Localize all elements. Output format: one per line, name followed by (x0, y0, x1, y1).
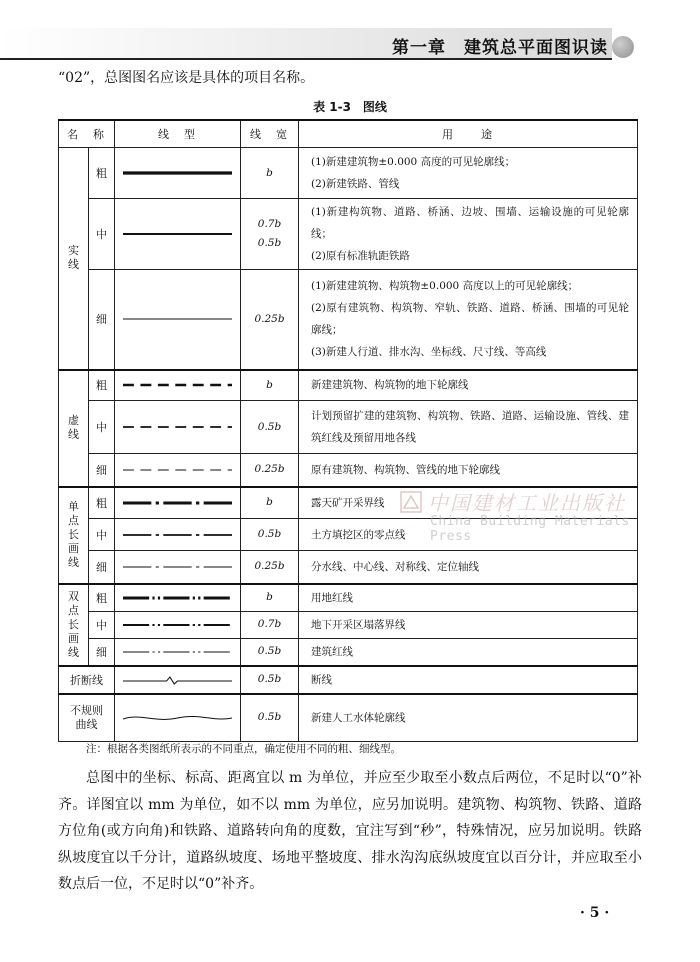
size-medium: 中 (89, 519, 115, 551)
table-row (59, 401, 638, 454)
body-paragraph: 总图中的坐标、标高、距离宜以 m 为单位，并应至少取至小数点后两位，不足时以“0”补齐。详图宜以 mm 为单位，如不以 mm 为单位，应另加说明。建筑物、构筑物、铁路、道路方位角(或方向角)和铁路、道路转向角的度数，宜注写到“秒”，特殊情况，应另加说明。铁路纵坡度宜以千分计，道路纵坡度、场地平整坡度、排水沟沟底纵坡度宜以百分计，并应取至小数点后一位，不足时以“0”补齐。 (58, 770, 642, 892)
line-sample (115, 487, 241, 519)
table-row (59, 638, 638, 666)
line-sample (115, 270, 241, 370)
table-row (59, 584, 638, 612)
width-cell: 0.7b 0.5b (241, 199, 299, 270)
line-sample (115, 694, 241, 742)
header-width: 线 宽 (241, 120, 299, 148)
table-caption: 表 1-3 图线 (313, 100, 387, 114)
size-thin: 细 (89, 270, 115, 370)
usage-cell: 地下开采区塌落界线 (299, 611, 638, 638)
line-sample (115, 519, 241, 551)
line-sample (115, 148, 241, 199)
header-rule (0, 58, 612, 60)
width-cell: 0.25b (241, 454, 299, 487)
size-thick: 粗 (89, 487, 115, 519)
table-note: 注：根据各类图纸所表示的不同重点，确定使用不同的粗、细线型。 (86, 743, 401, 755)
table-row (59, 454, 638, 487)
line-sample (115, 611, 241, 638)
group-single-dot-chain: 单点长画线 (59, 487, 89, 584)
size-medium: 中 (89, 611, 115, 638)
usage-cell: 原有建筑物、构筑物、管线的地下轮廓线 (299, 454, 638, 487)
width-cell: 0.25b (241, 270, 299, 370)
size-thin: 细 (89, 551, 115, 584)
usage-cell: 计划预留扩建的建筑物、构筑物、铁路、道路、运输设施、管线、建筑红线及预留用地各线 (299, 401, 638, 454)
size-thin: 细 (89, 638, 115, 666)
width-cell: b (241, 370, 299, 401)
line-sample (115, 370, 241, 401)
line-sample (115, 401, 241, 454)
table-row (59, 148, 638, 199)
running-header-title: 第一章 建筑总平面图识读 (392, 38, 608, 58)
group-solid: 实线 (59, 148, 89, 370)
width-cell: 0.5b (241, 666, 299, 694)
table-row (59, 370, 638, 401)
width-cell: b (241, 148, 299, 199)
line-types-table (58, 119, 638, 742)
table-row (59, 666, 638, 694)
header-name: 名 称 (59, 120, 115, 148)
usage-cell: 新建建筑物、构筑物的地下轮廓线 (299, 370, 638, 401)
size-thin: 细 (89, 454, 115, 487)
width-cell: 0.5b (241, 401, 299, 454)
size-medium: 中 (89, 401, 115, 454)
watermark-english: China Building Materials Press (430, 514, 630, 544)
usage-cell: (1)新建建筑物±0.000 高度的可见轮廓线； (2)新建铁路、管线 (299, 148, 638, 199)
table-row (59, 551, 638, 584)
usage-cell: 分水线、中心线、对称线、定位轴线 (299, 551, 638, 584)
watermark-chinese: 中国建材工业出版社 (428, 491, 626, 515)
header-type: 线 型 (115, 120, 241, 148)
group-dashed: 虚线 (59, 370, 89, 487)
width-cell: 0.25b (241, 551, 299, 584)
line-sample (115, 551, 241, 584)
table-row (59, 694, 638, 742)
line-sample (115, 454, 241, 487)
group-break-line: 折断线 (59, 666, 115, 694)
table-row (59, 270, 638, 370)
group-double-dot-chain: 双点长画线 (59, 584, 89, 666)
usage-cell: 土方填挖区的零点线 (299, 519, 638, 551)
header-usage: 用 途 (299, 120, 638, 148)
table-row (59, 611, 638, 638)
intro-text: “02”，总图图名应该是具体的项目名称。 (58, 70, 315, 86)
table-row (59, 487, 638, 519)
width-cell: 0.5b (241, 519, 299, 551)
width-cell: 0.7b (241, 611, 299, 638)
header-circle-ornament (612, 36, 634, 58)
group-irregular-curve: 不规则曲线 (59, 694, 115, 742)
usage-cell: (1)新建建筑物、构筑物±0.000 高度以上的可见轮廓线； (2)原有建筑物、构筑物、窄轨、铁路、道路、桥涵、围墙的可见轮廓线； (3)新建人行道、排水沟、坐标线、尺寸线、等高线 (299, 270, 638, 370)
usage-cell: 用地红线 (299, 584, 638, 612)
width-cell: 0.5b (241, 638, 299, 666)
page-number: · 5 · (580, 905, 610, 921)
usage-cell: 建筑红线 (299, 638, 638, 666)
line-sample (115, 638, 241, 666)
usage-cell: 新建人工水体轮廓线 (299, 694, 638, 742)
line-sample (115, 199, 241, 270)
table-row (59, 199, 638, 270)
width-cell: b (241, 487, 299, 519)
usage-cell: 露天矿开采界线 (299, 487, 638, 519)
width-cell: 0.5b (241, 694, 299, 742)
table-header-row (59, 120, 638, 148)
usage-cell: (1)新建构筑物、道路、桥涵、边坡、围墙、运输设施的可见轮廓线； (2)原有标准轨距铁路 (299, 199, 638, 270)
size-thick: 粗 (89, 148, 115, 199)
size-medium: 中 (89, 199, 115, 270)
size-thick: 粗 (89, 584, 115, 612)
line-sample (115, 584, 241, 612)
line-sample (115, 666, 241, 694)
width-cell: b (241, 584, 299, 612)
usage-cell: 断线 (299, 666, 638, 694)
size-thick: 粗 (89, 370, 115, 401)
table-row (59, 519, 638, 551)
